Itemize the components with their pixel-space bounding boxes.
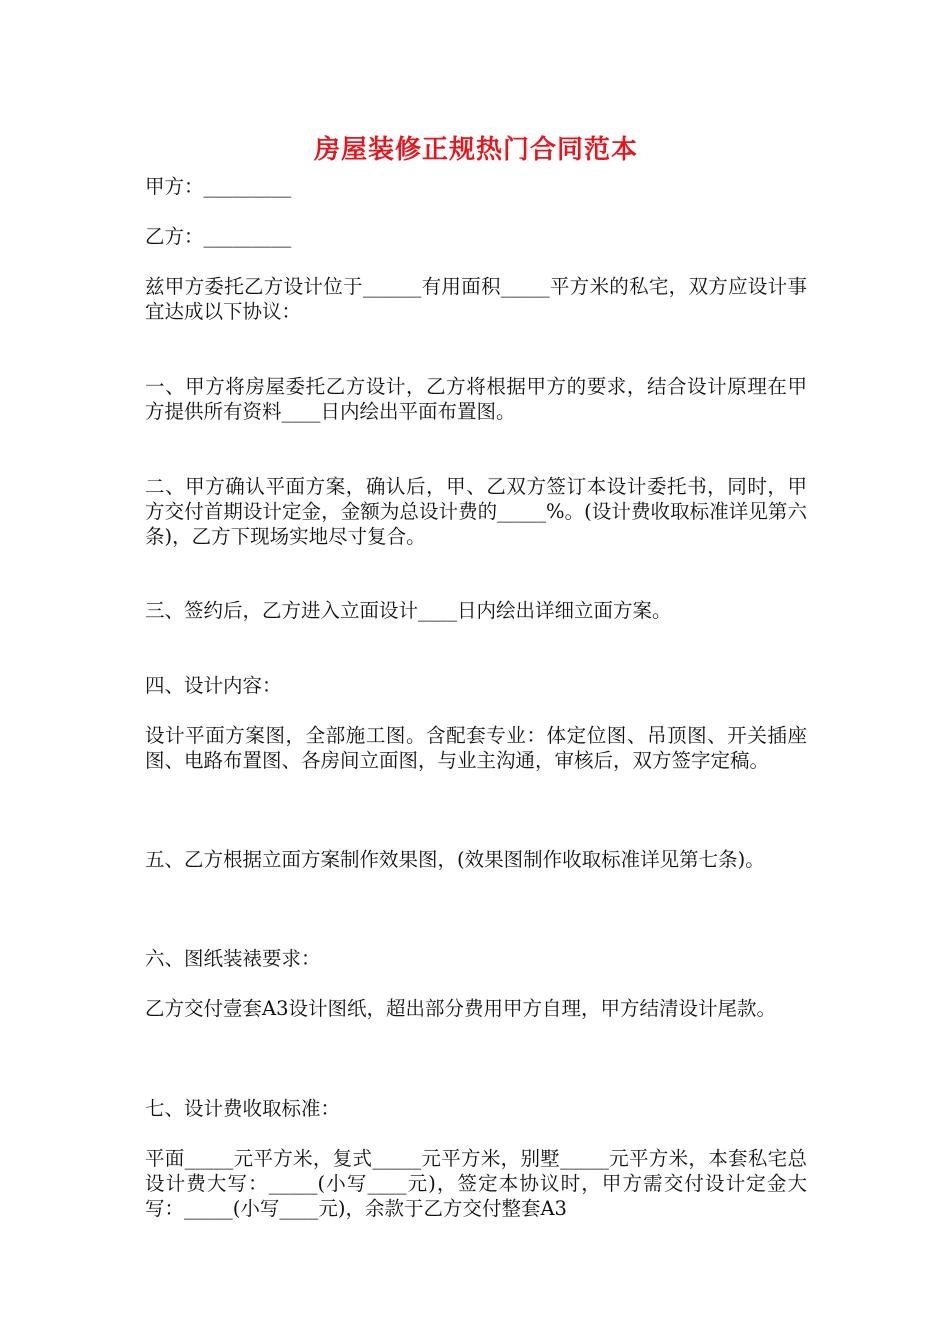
clause-6-heading: 六、图纸装裱要求： [145, 947, 321, 970]
party-a-line: 甲方：_________ [145, 175, 292, 198]
intro-paragraph: 兹甲方委托乙方设计位于______有用面积_____平方米的私宅，双方应设计事宜达成以下协议： [145, 275, 807, 323]
clause-7-heading: 七、设计费收取标准： [145, 1097, 341, 1120]
clause-2: 二、甲方确认平面方案，确认后，甲、乙双方签订本设计委托书，同时，甲方交付首期设计定金，金额为总设计费的_____%。(设计费收取标准详见第六条)，乙方下现场实地尽寸复合。 [145, 475, 807, 548]
clause-7-content: 平面_____元平方米，复式_____元平方米，别墅_____元平方米，本套私宅总设计费大写：_____(小写____元)，签定本协议时，甲方需交付设计定金大写：_____(小写____元)，余款于乙方交付整套A3 [145, 1147, 807, 1220]
clause-4-content: 设计平面方案图，全部施工图。含配套专业：体定位图、吊顶图、开关插座图、电路布置图、各房间立面图，与业主沟通，审核后，双方签字定稿。 [145, 724, 807, 772]
clause-4-heading: 四、设计内容： [145, 674, 282, 697]
clause-6-content: 乙方交付壹套A3设计图纸，超出部分费用甲方自理，甲方结清设计尾款。 [145, 997, 776, 1020]
clause-1: 一、甲方将房屋委托乙方设计，乙方将根据甲方的要求，结合设计原理在甲方提供所有资料____日内绘出平面布置图。 [145, 375, 807, 423]
document-title: 房屋装修正规热门合同范本 [313, 135, 638, 165]
party-b-line: 乙方：_________ [145, 225, 292, 248]
clause-5: 五、乙方根据立面方案制作效果图，(效果图制作收取标准详见第七条)。 [145, 848, 765, 871]
clause-3: 三、签约后，乙方进入立面设计____日内绘出详细立面方案。 [145, 599, 672, 622]
